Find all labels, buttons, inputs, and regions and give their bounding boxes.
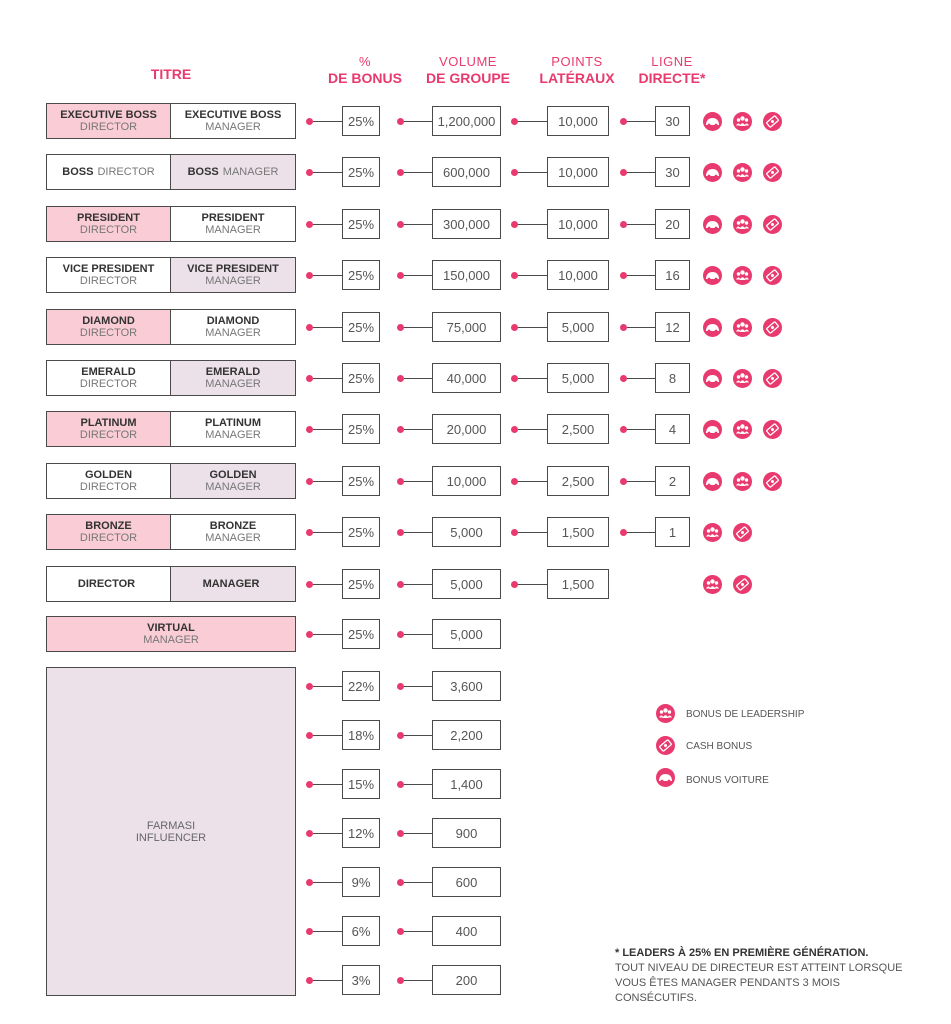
- car-icon: [703, 215, 722, 234]
- volume-value-connector: [404, 429, 432, 430]
- virtual-manager-box: [46, 616, 296, 652]
- cash-icon: [733, 523, 752, 542]
- manager-title-line: [203, 578, 264, 590]
- rank-title-box: [46, 514, 296, 550]
- volume-value-dot: [397, 221, 404, 228]
- rank-title-box: [46, 257, 296, 293]
- cash-icon: [763, 112, 782, 131]
- ligne-value-connector: [627, 429, 655, 430]
- points-value-dot: [511, 169, 518, 176]
- ligne-value: 1: [655, 517, 690, 547]
- influencer-bonus-value-connector: [313, 735, 342, 736]
- leadership-icon: [703, 523, 722, 542]
- influencer-bonus-value: 12%: [342, 818, 380, 848]
- volume-value: 10,000: [432, 466, 501, 496]
- virtual-manager-label: [47, 617, 295, 651]
- volume-value: 300,000: [432, 209, 501, 239]
- virtual-bonus-value: 25%: [342, 619, 380, 649]
- cash-icon: [763, 369, 782, 388]
- points-value-dot: [511, 426, 518, 433]
- manager-title: [171, 515, 295, 549]
- influencer-volume-value-dot: [397, 683, 404, 690]
- virtual-bonus-value-dot: [306, 631, 313, 638]
- leadership-icon: [733, 318, 752, 337]
- influencer-volume-value-dot: [397, 732, 404, 739]
- influencer-volume-value-dot: [397, 977, 404, 984]
- manager-rank: PRESIDENT: [201, 212, 265, 224]
- volume-value-dot: [397, 118, 404, 125]
- influencer-volume-value: 2,200: [432, 720, 501, 750]
- cash-icon: [763, 215, 782, 234]
- points-value-dot: [511, 221, 518, 228]
- volume-value: 600,000: [432, 157, 501, 187]
- leadership-icon: [733, 472, 752, 491]
- manager-level: MANAGER: [205, 327, 261, 339]
- volume-value-connector: [404, 275, 432, 276]
- leadership-icon: [733, 420, 752, 439]
- header-volume-line2: DE GROUPE: [425, 70, 510, 86]
- manager-level: MANAGER: [205, 429, 261, 441]
- influencer-volume-value: 3,600: [432, 671, 501, 701]
- points-value: 1,500: [547, 517, 609, 547]
- rank-title-box: [46, 103, 296, 139]
- points-value-dot: [511, 272, 518, 279]
- manager-title: [171, 310, 295, 344]
- points-value-connector: [518, 532, 547, 533]
- manager-rank: MANAGER: [202, 578, 260, 590]
- director-level: DIRECTOR: [79, 121, 138, 133]
- points-value-dot: [511, 324, 518, 331]
- bonus-value-connector: [313, 275, 342, 276]
- director-title-line: [78, 578, 139, 590]
- points-value-connector: [518, 121, 547, 122]
- header-points-line1: POINTS: [551, 54, 603, 69]
- director-level: DIRECTOR: [97, 166, 155, 178]
- header-volume: [418, 54, 518, 86]
- points-value-dot: [511, 478, 518, 485]
- points-value-connector: [518, 378, 547, 379]
- influencer-bonus-value: 9%: [342, 867, 380, 897]
- influencer-volume-value-connector: [404, 980, 432, 981]
- bonus-value-connector: [313, 481, 342, 482]
- ligne-value-dot: [620, 169, 627, 176]
- manager-level: MANAGER: [205, 532, 261, 544]
- ligne-value-connector: [627, 224, 655, 225]
- director-title: [47, 515, 171, 549]
- manager-title: [171, 207, 295, 241]
- director-title: [47, 567, 171, 601]
- rank-title-box: [46, 566, 296, 602]
- director-level: DIRECTOR: [79, 275, 138, 287]
- points-value-dot: [511, 118, 518, 125]
- points-value: 10,000: [547, 260, 609, 290]
- ligne-value-dot: [620, 324, 627, 331]
- influencer-volume-value-connector: [404, 833, 432, 834]
- influencer-volume-value-connector: [404, 686, 432, 687]
- manager-title: [171, 464, 295, 498]
- points-value: 10,000: [547, 106, 609, 136]
- cash-icon: [763, 472, 782, 491]
- cash-icon: [763, 163, 782, 182]
- car-icon: [703, 369, 722, 388]
- influencer-volume-value: 1,400: [432, 769, 501, 799]
- header-bonus-line1: %: [358, 54, 372, 69]
- influencer-volume-value-dot: [397, 781, 404, 788]
- ligne-value-dot: [620, 118, 627, 125]
- influencer-bonus-value-connector: [313, 833, 342, 834]
- ligne-value: 2: [655, 466, 690, 496]
- bonus-value-connector: [313, 532, 342, 533]
- bonus-value-connector: [313, 429, 342, 430]
- header-bonus: [320, 54, 410, 86]
- bonus-value: 25%: [342, 106, 380, 136]
- cash-icon: [763, 318, 782, 337]
- points-value: 5,000: [547, 312, 609, 342]
- ligne-value-dot: [620, 529, 627, 536]
- ligne-value-connector: [627, 121, 655, 122]
- car-icon: [703, 112, 722, 131]
- director-title: [47, 412, 171, 446]
- director-title: [47, 155, 171, 189]
- cash-icon: [733, 575, 752, 594]
- virtual-bonus-value-connector: [313, 634, 342, 635]
- director-title: [47, 104, 171, 138]
- points-value: 2,500: [547, 466, 609, 496]
- rank-title-box: [46, 463, 296, 499]
- points-value: 10,000: [547, 209, 609, 239]
- bonus-value-dot: [306, 221, 313, 228]
- director-rank: DIAMOND: [82, 315, 135, 327]
- director-level: DIRECTOR: [79, 429, 138, 441]
- bonus-value-connector: [313, 172, 342, 173]
- points-value-dot: [511, 529, 518, 536]
- ligne-value-connector: [627, 275, 655, 276]
- ligne-value-dot: [620, 478, 627, 485]
- header-points-line2: LATÉRAUX: [539, 70, 615, 86]
- points-value-connector: [518, 481, 547, 482]
- director-rank: PLATINUM: [80, 417, 137, 429]
- influencer-bonus-value-dot: [306, 928, 313, 935]
- influencer-volume-value-connector: [404, 931, 432, 932]
- points-value: 1,500: [547, 569, 609, 599]
- influencer-volume-value: 600: [432, 867, 501, 897]
- legend-cash-icon: [656, 736, 675, 755]
- influencer-bonus-value-connector: [313, 882, 342, 883]
- ligne-value-connector: [627, 532, 655, 533]
- virtual-title: VIRTUAL: [147, 622, 195, 634]
- ligne-value-connector: [627, 481, 655, 482]
- director-title: [47, 464, 171, 498]
- volume-value-dot: [397, 169, 404, 176]
- influencer-volume-value-connector: [404, 882, 432, 883]
- director-rank: PRESIDENT: [77, 212, 140, 224]
- director-level: DIRECTOR: [79, 378, 138, 390]
- bonus-value: 25%: [342, 466, 380, 496]
- ligne-value: 30: [655, 106, 690, 136]
- director-title: [47, 258, 171, 292]
- influencer-bonus-value: 18%: [342, 720, 380, 750]
- volume-value-dot: [397, 478, 404, 485]
- ligne-value: 30: [655, 157, 690, 187]
- influencer-bonus-value-connector: [313, 784, 342, 785]
- points-value-connector: [518, 429, 547, 430]
- legend-leadership-icon: [656, 704, 675, 723]
- manager-level: MANAGER: [222, 166, 279, 178]
- manager-title-line: [188, 166, 279, 178]
- bonus-value-connector: [313, 327, 342, 328]
- leadership-icon: [703, 575, 722, 594]
- manager-level: MANAGER: [205, 378, 261, 390]
- influencer-bonus-value-dot: [306, 879, 313, 886]
- influencer-line1: FARMASI: [146, 819, 196, 832]
- header-bonus-line2: DE BONUS: [328, 70, 402, 86]
- manager-rank: EMERALD: [205, 366, 261, 378]
- footnote-strong: * LEADERS À 25% EN PREMIÈRE GÉNÉRATION.: [615, 947, 869, 959]
- points-value-dot: [511, 581, 518, 588]
- bonus-value-connector: [313, 224, 342, 225]
- manager-title: [171, 104, 295, 138]
- manager-level: MANAGER: [205, 121, 261, 133]
- influencer-volume-value-dot: [397, 928, 404, 935]
- manager-rank: VICE PRESIDENT: [187, 263, 279, 275]
- influencer-bonus-value-dot: [306, 781, 313, 788]
- ligne-value: 16: [655, 260, 690, 290]
- legend-leadership-label: BONUS DE LEADERSHIP: [686, 709, 805, 720]
- header-ligne: [630, 54, 714, 86]
- manager-title: [171, 361, 295, 395]
- director-level: DIRECTOR: [79, 532, 138, 544]
- volume-value-connector: [404, 481, 432, 482]
- points-value-dot: [511, 375, 518, 382]
- director-level: DIRECTOR: [79, 481, 138, 493]
- influencer-volume-value-connector: [404, 735, 432, 736]
- ligne-value-connector: [627, 327, 655, 328]
- points-value-connector: [518, 172, 547, 173]
- virtual-subtitle: MANAGER: [143, 634, 199, 646]
- influencer-volume-value: 400: [432, 916, 501, 946]
- director-rank: DIRECTOR: [77, 578, 136, 590]
- director-level: DIRECTOR: [79, 224, 138, 236]
- car-icon: [703, 420, 722, 439]
- points-value-connector: [518, 224, 547, 225]
- influencer-bonus-value-dot: [306, 830, 313, 837]
- legend-car-icon: [656, 768, 675, 787]
- rank-title-box: [46, 154, 296, 190]
- director-level: DIRECTOR: [79, 327, 138, 339]
- bonus-value: 25%: [342, 260, 380, 290]
- influencer-line2: INFLUENCER: [135, 831, 207, 844]
- points-value-connector: [518, 584, 547, 585]
- bonus-value-dot: [306, 169, 313, 176]
- volume-value-connector: [404, 224, 432, 225]
- manager-title: [171, 412, 295, 446]
- points-value: 5,000: [547, 363, 609, 393]
- influencer-bonus-value-connector: [313, 931, 342, 932]
- leadership-icon: [733, 369, 752, 388]
- influencer-bonus-value: 3%: [342, 965, 380, 995]
- leadership-icon: [733, 163, 752, 182]
- volume-value-connector: [404, 172, 432, 173]
- influencer-bonus-value-dot: [306, 732, 313, 739]
- volume-value: 20,000: [432, 414, 501, 444]
- car-icon: [703, 318, 722, 337]
- director-rank: BOSS: [62, 166, 94, 178]
- ligne-value: 4: [655, 414, 690, 444]
- volume-value: 75,000: [432, 312, 501, 342]
- volume-value: 40,000: [432, 363, 501, 393]
- legend-cash-label: CASH BONUS: [686, 741, 753, 752]
- leadership-icon: [733, 266, 752, 285]
- bonus-value-dot: [306, 272, 313, 279]
- volume-value-dot: [397, 324, 404, 331]
- volume-value: 150,000: [432, 260, 501, 290]
- influencer-volume-value-dot: [397, 830, 404, 837]
- influencer-bonus-value-dot: [306, 683, 313, 690]
- bonus-value: 25%: [342, 414, 380, 444]
- manager-rank: EXECUTIVE BOSS: [184, 109, 282, 121]
- ligne-value-dot: [620, 426, 627, 433]
- volume-value-connector: [404, 327, 432, 328]
- rank-title-box: [46, 360, 296, 396]
- manager-title: [171, 567, 295, 601]
- cash-icon: [763, 420, 782, 439]
- volume-value: 5,000: [432, 569, 501, 599]
- bonus-value: 25%: [342, 517, 380, 547]
- manager-rank: DIAMOND: [206, 315, 260, 327]
- manager-title: [171, 155, 295, 189]
- rank-title-box: [46, 411, 296, 447]
- volume-value-dot: [397, 426, 404, 433]
- influencer-bonus-value-dot: [306, 977, 313, 984]
- bonus-value-dot: [306, 529, 313, 536]
- ligne-value: 12: [655, 312, 690, 342]
- director-title: [47, 361, 171, 395]
- bonus-value: 25%: [342, 569, 380, 599]
- header-volume-line1: VOLUME: [439, 54, 497, 69]
- ligne-value: 20: [655, 209, 690, 239]
- rank-title-box: [46, 206, 296, 242]
- bonus-value-connector: [313, 584, 342, 585]
- ligne-value-connector: [627, 378, 655, 379]
- volume-value-dot: [397, 272, 404, 279]
- manager-rank: GOLDEN: [209, 469, 257, 481]
- ligne-value-dot: [620, 221, 627, 228]
- director-title: [47, 207, 171, 241]
- header-ligne-line1: LIGNE: [651, 54, 693, 69]
- influencer-volume-value-dot: [397, 879, 404, 886]
- ligne-value-dot: [620, 272, 627, 279]
- influencer-volume-value-connector: [404, 784, 432, 785]
- ligne-value-dot: [620, 375, 627, 382]
- manager-level: MANAGER: [205, 224, 261, 236]
- influencer-volume-value: 200: [432, 965, 501, 995]
- bonus-value-dot: [306, 375, 313, 382]
- cash-icon: [763, 266, 782, 285]
- ligne-value-connector: [627, 172, 655, 173]
- influencer-bonus-value: 22%: [342, 671, 380, 701]
- points-value: 2,500: [547, 414, 609, 444]
- manager-rank: BOSS: [187, 166, 219, 178]
- header-titre: TITRE: [150, 66, 192, 82]
- bonus-value-dot: [306, 118, 313, 125]
- volume-value-connector: [404, 532, 432, 533]
- manager-rank: PLATINUM: [204, 417, 261, 429]
- virtual-volume-value-dot: [397, 631, 404, 638]
- influencer-volume-value: 900: [432, 818, 501, 848]
- bonus-value-connector: [313, 121, 342, 122]
- points-value-connector: [518, 327, 547, 328]
- director-rank: EMERALD: [81, 366, 136, 378]
- volume-value-dot: [397, 375, 404, 382]
- legend-car-label: BONUS VOITURE: [686, 775, 769, 786]
- leadership-icon: [733, 112, 752, 131]
- bonus-value: 25%: [342, 157, 380, 187]
- director-title: [47, 310, 171, 344]
- volume-value-dot: [397, 529, 404, 536]
- car-icon: [703, 472, 722, 491]
- footnote-text: TOUT NIVEAU DE DIRECTEUR EST ATTEINT LORSQUE VOUS ÊTES MANAGER PENDANTS 3 MOIS CONSÉCUTIFS.: [615, 962, 903, 1004]
- manager-rank: BRONZE: [209, 520, 257, 532]
- director-rank: BRONZE: [85, 520, 132, 532]
- influencer-bonus-value-connector: [313, 980, 342, 981]
- bonus-value-dot: [306, 324, 313, 331]
- bonus-value: 25%: [342, 312, 380, 342]
- director-rank: EXECUTIVE BOSS: [60, 109, 157, 121]
- director-rank: VICE PRESIDENT: [62, 263, 155, 275]
- volume-value: 5,000: [432, 517, 501, 547]
- manager-level: MANAGER: [205, 275, 261, 287]
- volume-value: 1,200,000: [432, 106, 501, 136]
- volume-value-connector: [404, 378, 432, 379]
- bonus-value-connector: [313, 378, 342, 379]
- rank-title-box: [46, 309, 296, 345]
- bonus-value-dot: [306, 581, 313, 588]
- header-points: [532, 54, 622, 86]
- virtual-volume-value: 5,000: [432, 619, 501, 649]
- manager-level: MANAGER: [205, 481, 261, 493]
- leadership-icon: [733, 215, 752, 234]
- car-icon: [703, 163, 722, 182]
- director-rank: GOLDEN: [84, 469, 133, 481]
- bonus-value-dot: [306, 478, 313, 485]
- influencer-bonus-value: 6%: [342, 916, 380, 946]
- bonus-value: 25%: [342, 363, 380, 393]
- volume-value-connector: [404, 121, 432, 122]
- influencer-bonus-value: 15%: [342, 769, 380, 799]
- footnote: [615, 946, 915, 1006]
- manager-title: [171, 258, 295, 292]
- ligne-value: 8: [655, 363, 690, 393]
- influencer-bonus-value-connector: [313, 686, 342, 687]
- header-ligne-line2: DIRECTE*: [638, 70, 706, 86]
- points-value: 10,000: [547, 157, 609, 187]
- director-title-line: [62, 166, 154, 178]
- volume-value-connector: [404, 584, 432, 585]
- bonus-value-dot: [306, 426, 313, 433]
- car-icon: [703, 266, 722, 285]
- volume-value-dot: [397, 581, 404, 588]
- bonus-value: 25%: [342, 209, 380, 239]
- virtual-volume-value-connector: [404, 634, 432, 635]
- influencer-box: [46, 667, 296, 996]
- points-value-connector: [518, 275, 547, 276]
